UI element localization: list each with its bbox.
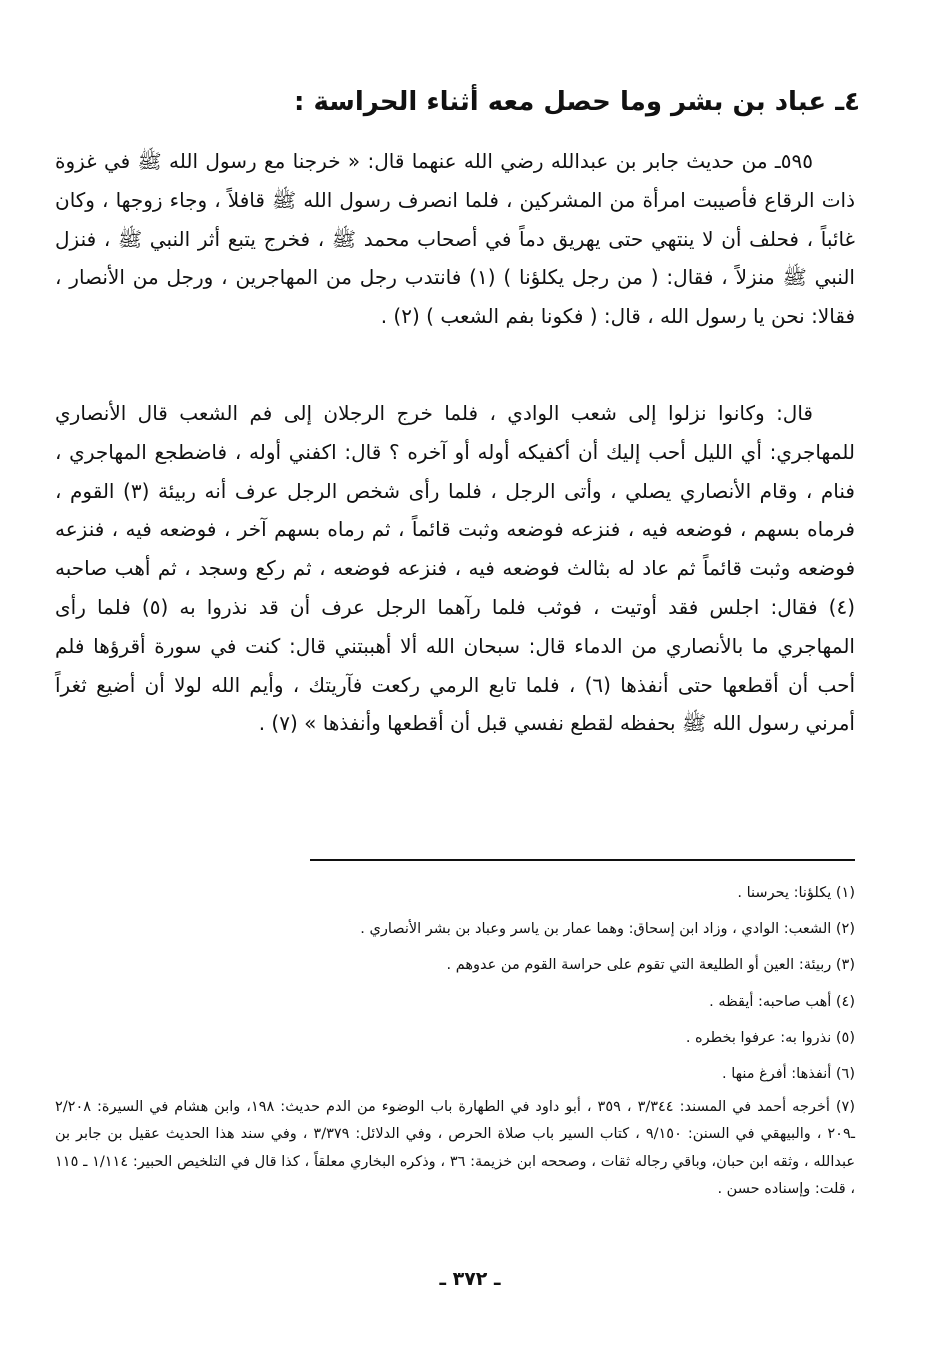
page-number: ـ ٣٧٢ ـ <box>439 1268 501 1290</box>
footnote-3: (٣) ربيئة: العين أو الطليعة التي تقوم على حراسة القوم من عدوهم . <box>446 957 855 974</box>
hadith-paragraph-595: ٥٩٥ـ من حديث جابر بن عبدالله رضي الله عنهما قال: « خرجنا مع رسول الله ﷺ في غزوة ذات الرقاع فأصيبت امرأة من المشركين ، فلما انصرف رسول الله ﷺ قافلاً ، وجاء زوجها ، وكان غائباً ، فحلف أن لا ينتهي حتى يهريق دماً في أصحاب محمد ﷺ ، فخرج يتبع أثر النبي ﷺ ، فنزل النبي ﷺ منزلاً ، فقال: ( من رجل يكلؤنا ) (١) فانتدب رجل من المهاجرين ، ورجل من الأنصار ، فقالا: نحن يا رسول الله ، قال: ( فكونا بفم الشعب ) (٢) . <box>55 149 855 329</box>
footnote-6: (٦) أنفذها: أفرغ منها . <box>722 1066 855 1083</box>
footnote-5: (٥) نذروا به: عرفوا بخطره . <box>685 1029 855 1046</box>
footnotes-section <box>55 875 855 1203</box>
footnote-1: (١) يكلؤنا: يحرسنا . <box>737 885 855 901</box>
section-heading: ٤ـ عباد بن بشر وما حصل معه أثناء الحراسة : <box>294 87 860 117</box>
footnote-separator <box>310 859 855 861</box>
narration-paragraph: قال: وكانوا نزلوا إلى شعب الوادي ، فلما خرج الرجلان إلى فم الشعب قال الأنصاري للمهاجري: أي الليل أحب إليك أن أكفيكه أوله أو آخره ؟ قال: اكفني أوله ، فاضطجع المهاجري ، فنام ، وقام الأنصاري يصلي ، وأتى الرجل ، فلما رأى شخص الرجل عرف أنه ربيئة (٣) القوم ، فرماه بسهم ، فوضعه فيه ، فنزعه فوضعه وثبت قائماً ، ثم رماه بسهم آخر ، فوضعه فيه ، فنزعه فوضعه وثبت قائماً ثم عاد له بثالث فوضعه فيه ، فنزعه فوضعه ، ثم ركع وسجد ، ثم أهب صاحبه (٤) فقال: اجلس فقد أوتيت ، فوثب فلما رآهما الرجل عرف أن قد نذروا به (٥) فلما رأى المهاجري ما بالأنصاري من الدماء قال: سبحان الله ألا أهببتني قال: كنت في سورة أقرؤها فلم أحب أن أقطعها حتى أنفذها (٦) ، فلما تابع الرمي ركعت فآريتك ، وأيم الله لولا أن أضيع ثغراً أمرني رسول الله ﷺ بحفظه لقطع نفسي قبل أن أقطعها وأنفذها » (٧) . <box>55 401 856 736</box>
footnote-4: (٤) أهب صاحبه: أيقظه . <box>709 993 855 1010</box>
footnote-2: (٢) الشعب: الوادي ، وزاد ابن إسحاق: وهما عمار بن ياسر وعباد بن بشر الأنصاري . <box>360 921 855 938</box>
footnote-7: (٧) أخرجه أحمد في المسند: ٣/٣٤٤ ، ٣٥٩ ، أبو داود في الطهارة باب الوضوء من الدم حديث: ١٩٨، وابن هشام في السيرة: ٢/٢٠٨ ـ٢٠٩ ، والبيهقي في السنن: ٩/١٥٠ ، كتاب السير باب صلاة الحرص ، وفي الدلائل: ٣/٣٧٩ ، وفي سند هذا الحديث عقيل بن جابر بن عبدالله ، وثقه ابن حبان، وباقي رجاله ثقات ، وصححه ابن خزيمة: ٣٦ ، وذكره البخاري معلقاً ، كذا قال في التلخيص الحبير: ١/١١٤ ـ ١١٥ ، قلت: وإسناده حسن . <box>55 1099 856 1197</box>
